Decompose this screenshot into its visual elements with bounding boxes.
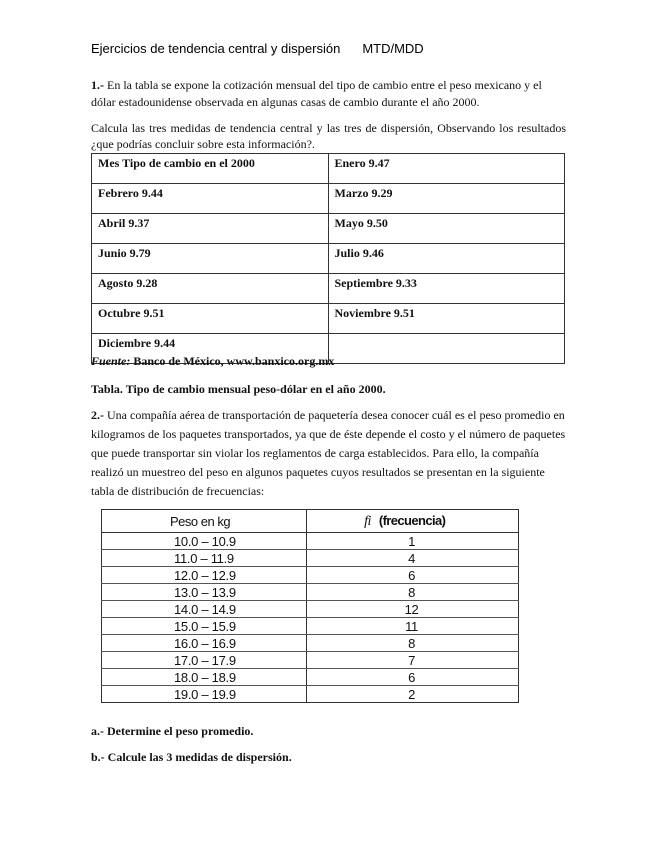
weight-range-cell: 11.0 – 11.9 <box>102 550 307 567</box>
table-cell: Mes Tipo de cambio en el 2000 <box>92 154 329 184</box>
exercise1-intro-text: En la tabla se expone la cotización mensual del tipo de cambio entre el peso mexicano y el dólar estadounidense observada en algunas casas de cambio durante el año 2000. <box>91 78 542 109</box>
table-row <box>102 584 519 601</box>
table-cell: Febrero 9.44 <box>92 184 329 214</box>
weight-column-header: Peso en kg <box>102 510 307 533</box>
frequency-column-header <box>307 510 519 533</box>
exercise2-intro <box>91 406 566 501</box>
table-row <box>102 567 519 584</box>
frequency-table <box>101 509 519 703</box>
table-row <box>92 154 565 184</box>
frequency-cell: 8 <box>307 584 519 601</box>
weight-range-cell: 17.0 – 17.9 <box>102 652 307 669</box>
table-cell: Agosto 9.28 <box>92 274 329 304</box>
table-cell: Abril 9.37 <box>92 214 329 244</box>
table-row <box>92 244 565 274</box>
table-row <box>102 652 519 669</box>
exchange-rate-table <box>91 153 565 364</box>
weight-range-cell: 19.0 – 19.9 <box>174 686 236 702</box>
frequency-cell: 1 <box>307 533 519 550</box>
source-text: Banco de México, www.banxico.org.mx <box>133 354 335 368</box>
question-b: b.- Calcule las 3 medidas de dispersión. <box>91 750 292 764</box>
weight-range-cell: 14.0 – 14.9 <box>102 601 307 618</box>
frequency-cell: 7 <box>307 652 519 669</box>
table-row <box>102 669 519 686</box>
frequency-cell: 6 <box>307 669 519 686</box>
weight-range-cell: 18.0 – 18.9 <box>102 669 307 686</box>
frequency-cell: 4 <box>307 550 519 567</box>
table-cell <box>328 334 565 364</box>
table-cell: Junio 9.79 <box>92 244 329 274</box>
exercise1-intro <box>91 77 566 111</box>
table-cell: Marzo 9.29 <box>328 184 565 214</box>
table-cell: Septiembre 9.33 <box>328 274 565 304</box>
source-label: Fuente: <box>91 354 131 368</box>
course-code: MTD/MDD <box>362 41 424 56</box>
table-cell: Enero 9.47 <box>328 154 565 184</box>
weight-range-cell: 13.0 – 13.9 <box>102 584 307 601</box>
table-caption: Tabla. Tipo de cambio mensual peso-dólar en el año 2000. <box>91 382 386 396</box>
table-row <box>102 635 519 652</box>
table-source <box>91 354 334 369</box>
table-row <box>92 184 565 214</box>
exercise2-number: 2.- <box>91 408 104 422</box>
frequency-cell: 11 <box>307 618 519 635</box>
frequency-cell: 6 <box>307 567 519 584</box>
table-cell: Octubre 9.51 <box>92 304 329 334</box>
page-title <box>91 41 424 56</box>
table-row <box>102 686 519 703</box>
weight-range-cell: 16.0 – 16.9 <box>102 635 307 652</box>
table-row <box>102 601 519 618</box>
title-text: Ejercicios de tendencia central y dispersión <box>91 41 341 56</box>
table-row <box>102 550 519 567</box>
table-row <box>92 274 565 304</box>
frequency-cell: 12 <box>307 601 519 618</box>
frequency-cell: 8 <box>307 635 519 652</box>
exercise2-intro-text: Una compañía aérea de transportación de paquetería desea conocer cuál es el peso promedio en kilogramos de los paquetes transportados, ya que de éste depende el costo y el número de paquetes que puede transportar sin violar los reglamentos de carga establecidos. Para ello, la compañía realizó un muestreo del peso en algunos paquetes cuyos resultados se presentan en la siguiente tabla de distribución de frecuencias: <box>91 408 566 498</box>
weight-range-cell: 10.0 – 10.9 <box>102 533 307 550</box>
table-cell: Diciembre 9.44 <box>92 334 329 364</box>
table-row <box>92 214 565 244</box>
weight-range-cell: 12.0 – 12.9 <box>102 567 307 584</box>
exercise1-instruction: Calcula las tres medidas de tendencia central y las tres de dispersión, Observando los resultados ¿que podrías concluir sobre esta información?. <box>91 121 566 151</box>
table-row <box>102 533 519 550</box>
table-row <box>102 618 519 635</box>
table-row <box>92 304 565 334</box>
table-cell: Julio 9.46 <box>328 244 565 274</box>
frequency-symbol: fi <box>364 513 371 529</box>
exercise1-number: 1.- <box>91 78 104 92</box>
weight-range-cell: 15.0 – 15.9 <box>102 618 307 635</box>
question-a: a.- Determine el peso promedio. <box>91 724 254 738</box>
table-cell: Mayo 9.50 <box>328 214 565 244</box>
frequency-cell: 2 <box>307 686 519 703</box>
frequency-label: (frecuencia) <box>378 512 446 528</box>
table-cell: Noviembre 9.51 <box>328 304 565 334</box>
